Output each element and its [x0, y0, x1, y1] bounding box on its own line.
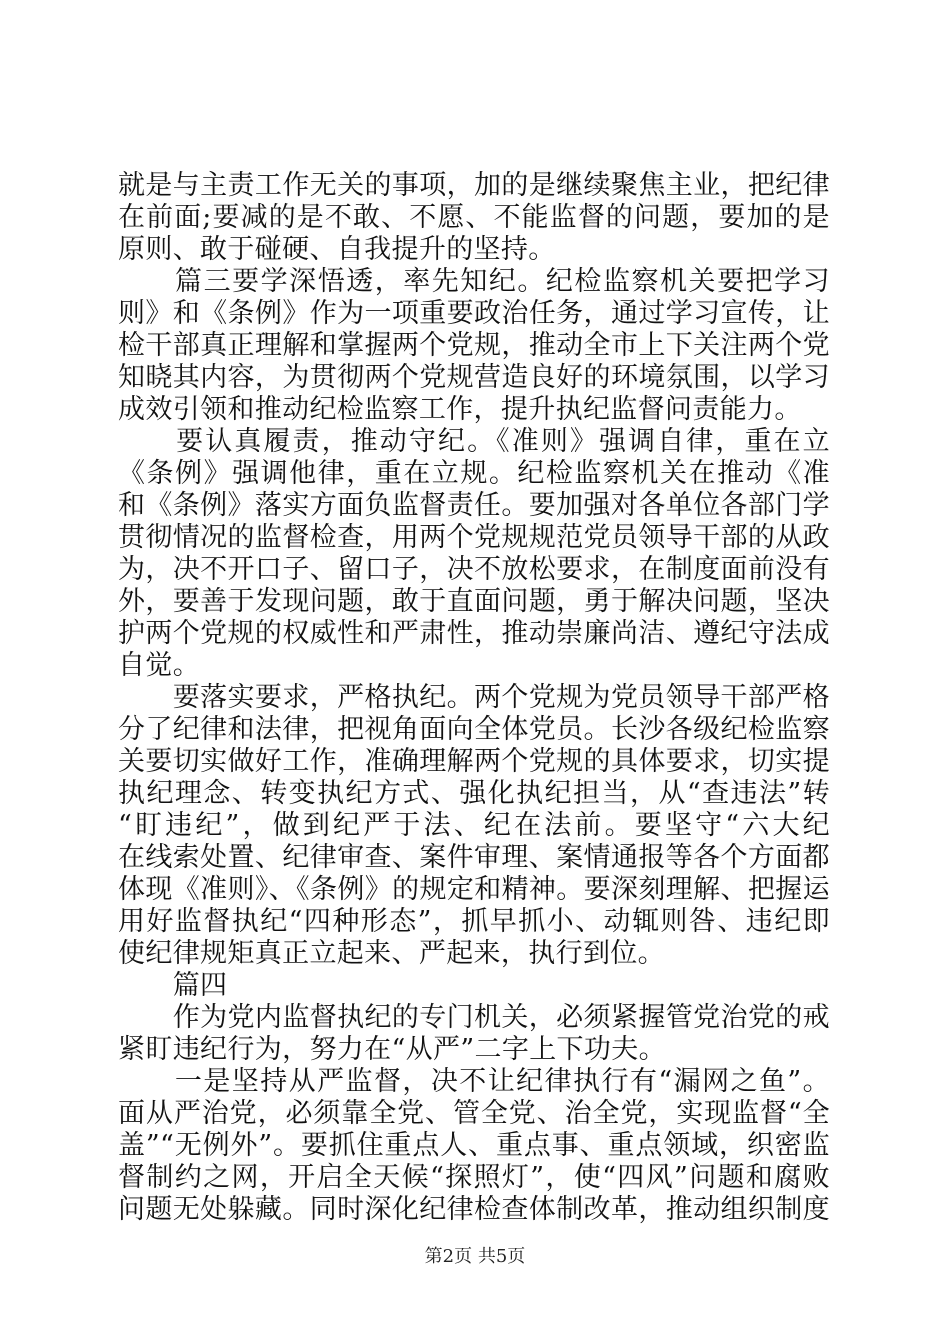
- text-line: 成效引领和推动纪检监察工作，提升执纪监督问责能力。: [118, 394, 802, 425]
- text-line: 体现《准则》、《条例》的规定和精神。要深刻理解、把握运: [118, 874, 830, 905]
- text-line: 和《条例》落实方面负监督责任。要加强对各单位各部门学: [118, 490, 830, 521]
- text-line: 篇三要学深悟透，率先知纪。纪检监察机关要把学习: [175, 266, 830, 297]
- text-line: 《条例》强调他律，重在立规。纪检监察机关在推动《准: [118, 458, 830, 489]
- text-line: 贯彻情况的监督检查，用两个党规规范党员领导干部的从政: [118, 522, 830, 553]
- text-line: 分了纪律和法律，把视角面向全体党员。长沙各级纪检监察: [118, 714, 830, 745]
- text-line: 护两个党规的权威性和严肃性，推动崇廉尚洁、遵纪守法成: [118, 618, 830, 649]
- text-line: 盖”“无例外”。要抓住重点人、重点事、重点领域，织密监: [118, 1130, 830, 1161]
- text-line: 要落实要求，严格执纪。两个党规为党员领导干部严格: [172, 682, 830, 713]
- text-line: 为，决不开口子、留口子，决不放松要求，在制度面前没有: [118, 554, 830, 585]
- text-line: 关要切实做好工作，准确理解两个党规的具体要求，切实提: [118, 746, 830, 777]
- text-line: 在前面;要减的是不敢、不愿、不能监督的问题，要加的是: [118, 202, 830, 233]
- text-line: 检干部真正理解和掌握两个党规，推动全市上下关注两个党: [118, 330, 830, 361]
- text-line: 作为党内监督执纪的专门机关，必须紧握管党治党的戒: [172, 1002, 830, 1033]
- text-line: 问题无处躲藏。同时深化纪律检查体制改革，推动组织制度: [118, 1194, 830, 1225]
- text-line: 紧盯违纪行为，努力在“从严”二字上下功夫。: [118, 1034, 666, 1065]
- text-line: 使纪律规矩真正立起来、严起来，执行到位。: [118, 938, 665, 969]
- text-line: 执纪理念、转变执纪方式、强化执纪担当，从“查违法”转: [118, 778, 830, 809]
- text-line: 自觉。: [118, 650, 201, 681]
- text-line: 知晓其内容，为贯彻两个党规营造良好的环境氛围，以学习: [118, 362, 830, 393]
- text-line: 就是与主责工作无关的事项，加的是继续聚焦主业，把纪律: [118, 170, 830, 201]
- text-line: 则》和《条例》作为一项重要政治任务，通过学习宣传，让: [118, 298, 830, 329]
- text-line: 原则、敢于碰硬、自我提升的坚持。: [118, 234, 556, 265]
- text-line: 面从严治党，必须靠全党、管全党、治全党，实现监督“全: [118, 1098, 830, 1129]
- section-heading: 篇四: [118, 970, 228, 1001]
- page-number-footer: 第2页 共5页: [424, 1246, 526, 1267]
- text-line: “盯违纪”，做到纪严于法、纪在法前。要坚守“六大纪: [118, 810, 830, 841]
- text-line: 一是坚持从严监督，决不让纪律执行有“漏网之鱼”。: [174, 1066, 830, 1097]
- text-line: 在线索处置、纪律审查、案件审理、案情通报等各个方面都: [118, 842, 830, 873]
- text-line: 督制约之网，开启全天候“探照灯”，使“四风”问题和腐败: [118, 1162, 830, 1193]
- text-line: 外，要善于发现问题，敢于直面问题，勇于解决问题，坚决: [118, 586, 830, 617]
- text-line: 用好监督执纪“四种形态”，抓早抓小、动辄则咎、违纪即: [118, 906, 830, 937]
- document-body: [118, 170, 830, 1226]
- text-line: 要认真履责，推动守纪。《准则》强调自律，重在立: [176, 426, 830, 457]
